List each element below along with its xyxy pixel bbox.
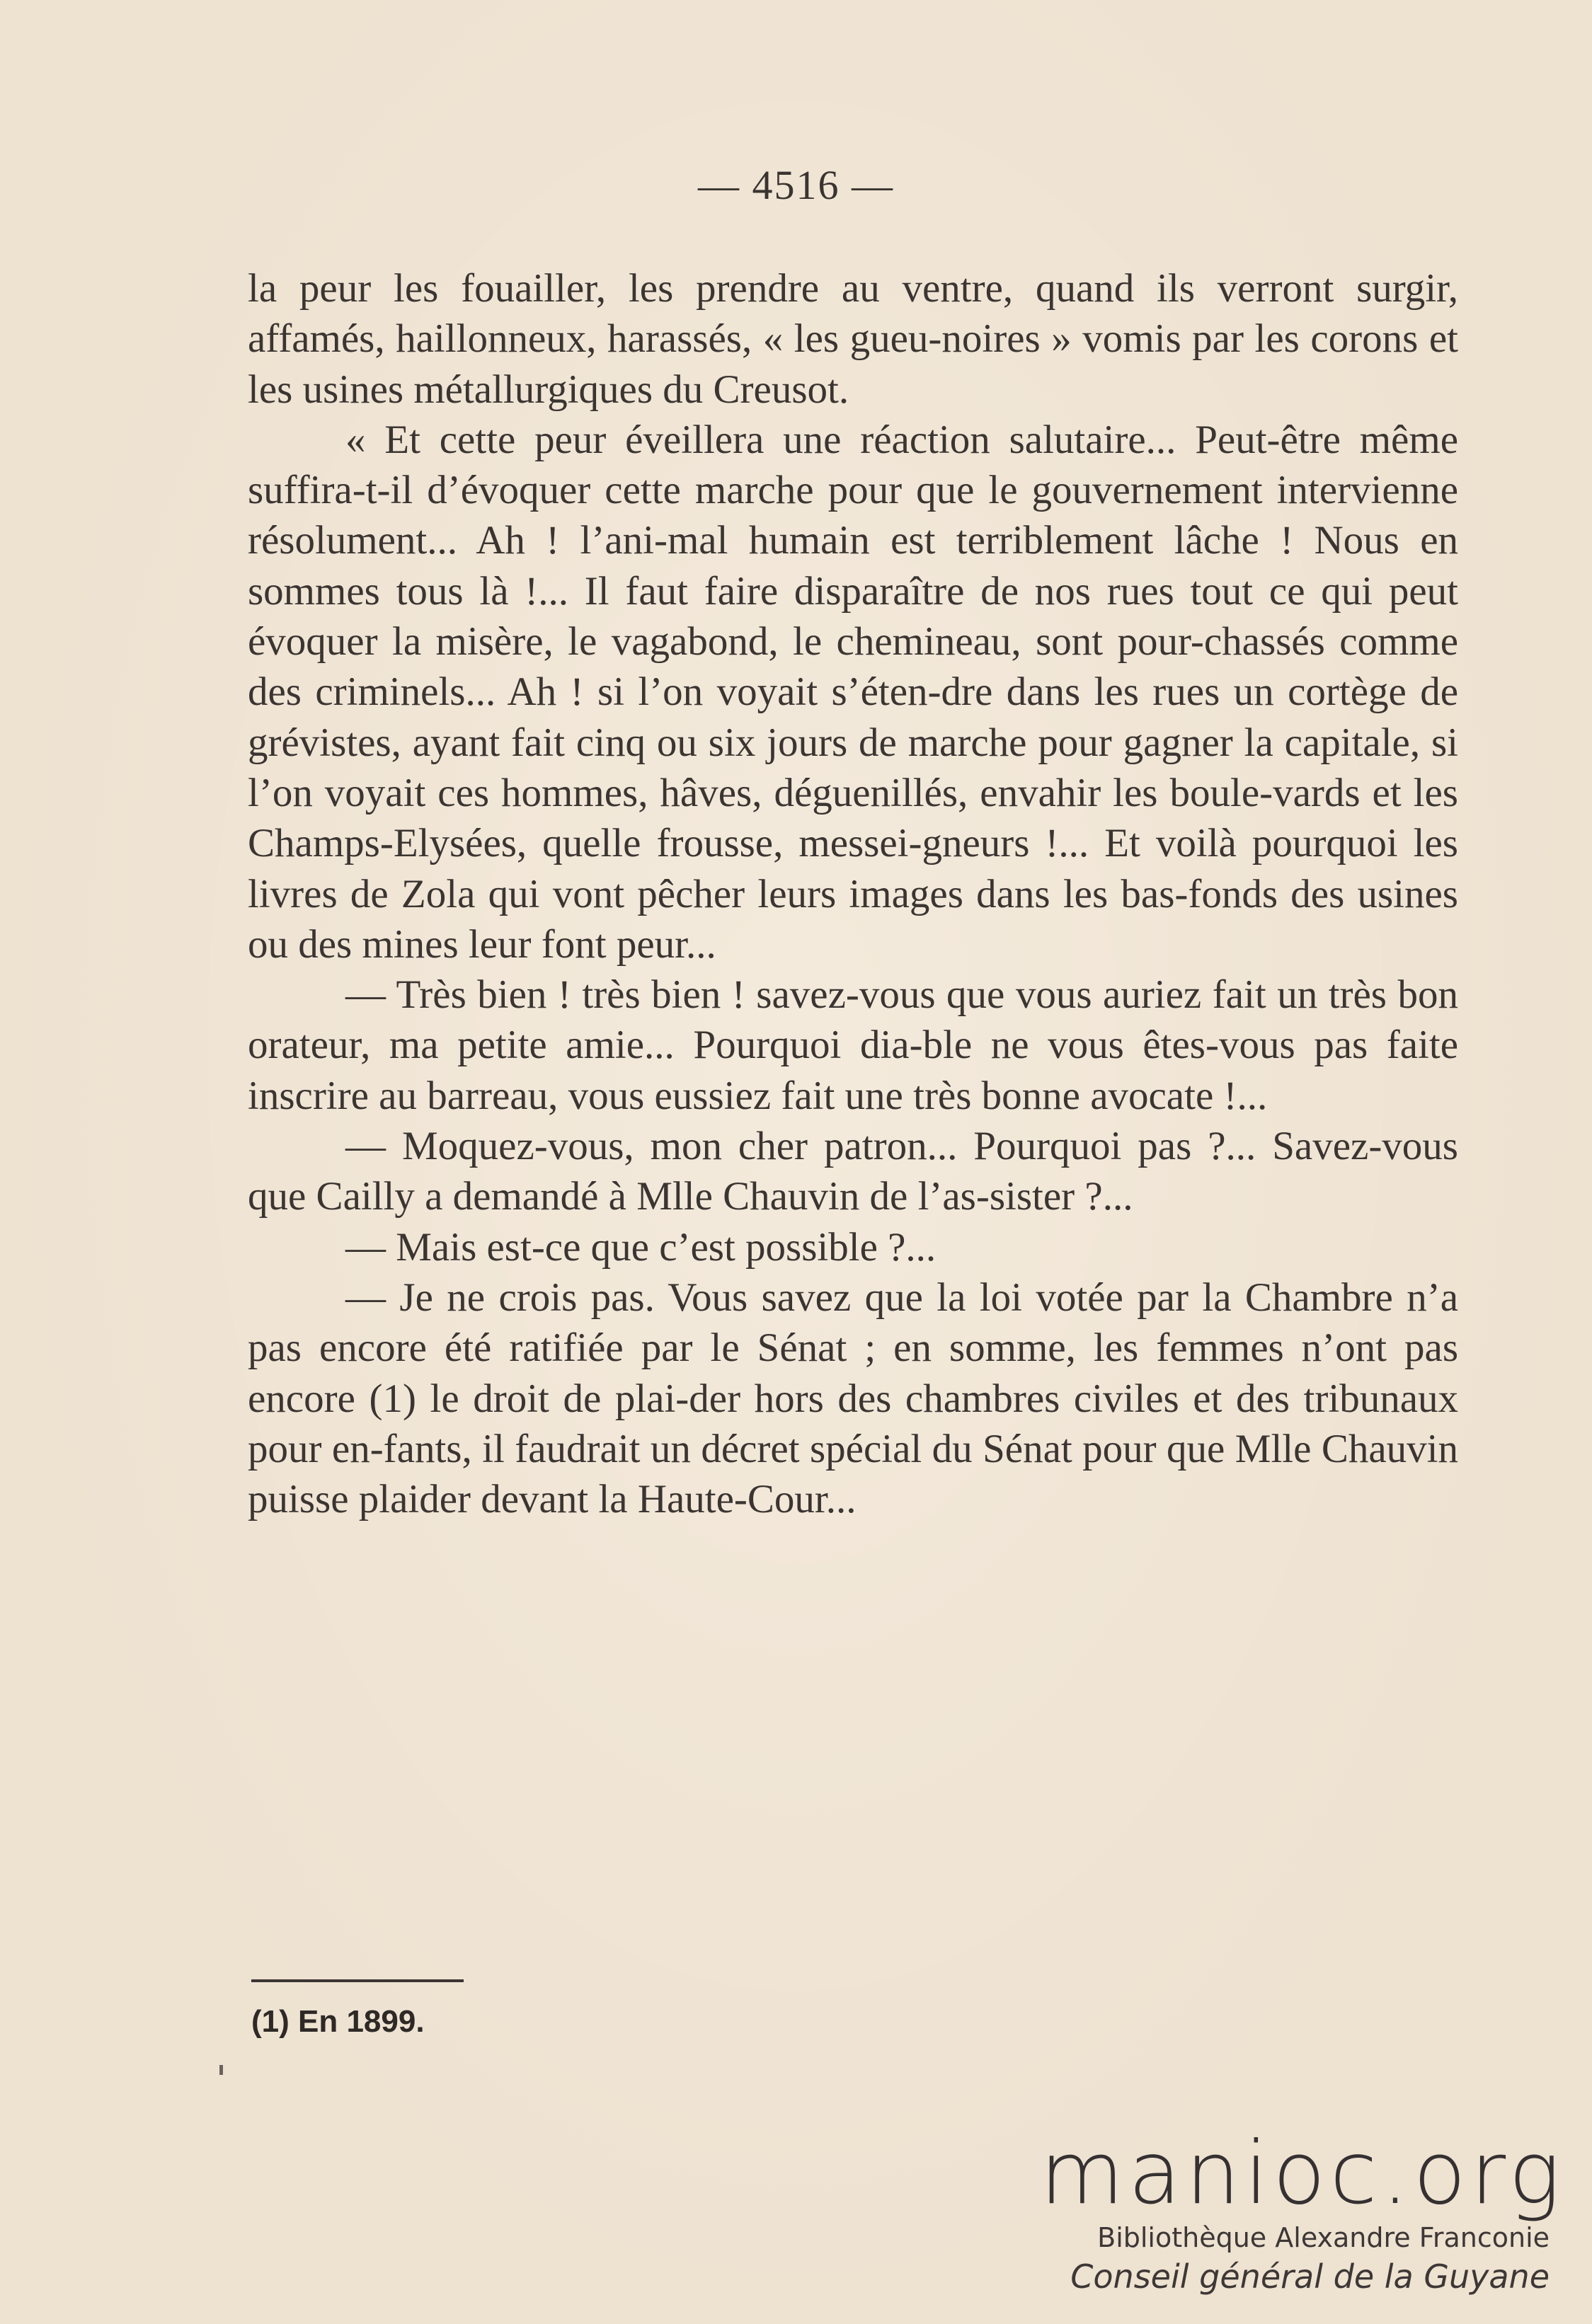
body-text (248, 263, 1458, 1524)
paragraph-2: « Et cette peur éveillera une réaction salutaire... Peut-être même suffira-t-il d’évoquer cette marche pour que le gouvernement intervienne résolument... Ah ! l’ani-mal humain est terriblement lâche ! Nous en sommes tous là !... Il faut faire disparaître de nos rues tout ce qui peut évoquer la misère, le vagabond, le chemineau, sont pour-chassés comme des criminels... Ah ! si l’on voyait s’éten-dre dans les rues un cortège de grévistes, ayant fait cinq ou six jours de marche pour gagner la capitale, si l’on voyait ces hommes, hâves, déguenillés, envahir les boule-vards et les Champs-Elysées, quelle frousse, messei-gneurs !... Et voilà pourquoi les livres de Zola qui vont pêcher leurs images dans les bas-fonds des usines ou des mines leur font peur... (248, 417, 1458, 967)
manioc-logo: manioc.org (1040, 2123, 1565, 2224)
paragraph-1: la peur les fouailler, les prendre au ventre, quand ils verront surgir, affamés, haillonneux, harassés, « les gueu-noires » vomis par les corons et les usines métallurgiques du Creusot. (248, 266, 1458, 412)
footnote-divider (251, 1979, 464, 1982)
watermark-library: Bibliothèque Alexandre Franconie (1097, 2222, 1550, 2253)
paragraph-4: — Moquez-vous, mon cher patron... Pourquoi pas ?... Savez-vous que Cailly a demandé à Mlle Chauvin de l’as-sister ?... (248, 1124, 1458, 1219)
page-number: — 4516 — (698, 162, 894, 208)
watermark-block (1040, 2123, 1565, 2296)
paragraph-3: — Très bien ! très bien ! savez-vous que vous auriez fait un très bon orateur, ma petite amie... Pourquoi dia-ble ne vous êtes-vous pas faite inscrire au barreau, vous eussiez fait une très bonne avocate !... (248, 972, 1458, 1118)
paragraph-6: — Je ne crois pas. Vous savez que la loi votée par la Chambre n’a pas encore été ratifiée par le Sénat ; en somme, les femmes n’ont pas encore (1) le droit de plai-der hors des chambres civiles et des tribunaux pour en-fants, il faudrait un décret spécial du Sénat pour que Mlle Chauvin puisse plaider devant la Haute-Cour... (248, 1275, 1458, 1522)
footnote: (1) En 1899. (251, 2004, 425, 2039)
print-speck (219, 2065, 223, 2075)
paragraph-5: — Mais est-ce que c’est possible ?... (345, 1224, 937, 1270)
watermark-council: Conseil général de la Guyane (1070, 2257, 1550, 2296)
